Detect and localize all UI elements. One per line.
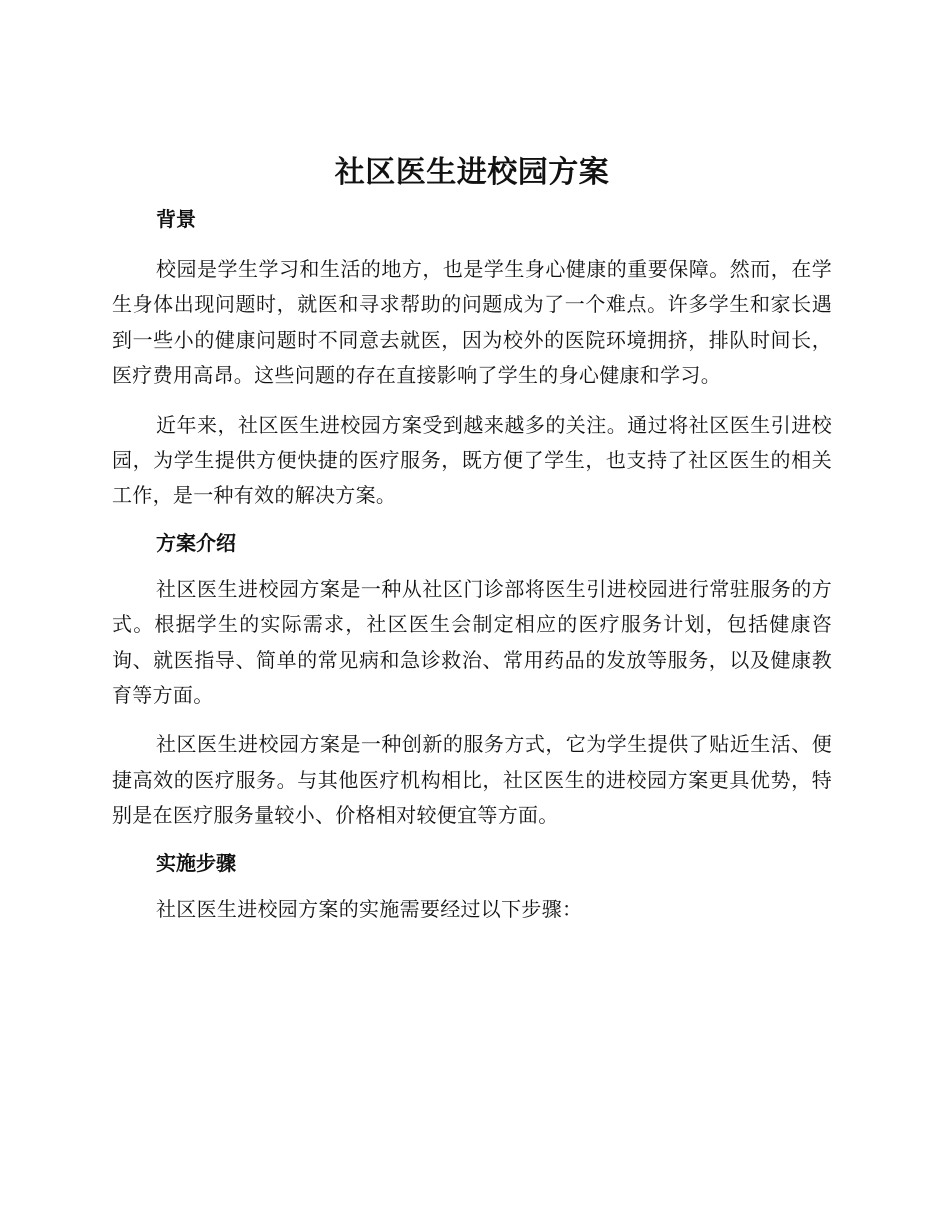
- paragraph-background-1: 校园是学生学习和生活的地方，也是学生身心健康的重要保障。然而，在学生身体出现问题时，就医和寻求帮助的问题成为了一个难点。许多学生和家长遇到一些小的健康问题时不同意去就医，因为校外的医院环境拥挤，排队时间长，医疗费用高昂。这些问题的存在直接影响了学生的身心健康和学习。: [112, 257, 832, 388]
- paragraph-background-2: 近年来，社区医生进校园方案受到越来越多的关注。通过将社区医生引进校园，为学生提供方便快捷的医疗服务，既方便了学生，也支持了社区医生的相关工作，是一种有效的解决方案。: [112, 412, 832, 508]
- paragraph-steps-1: 社区医生进校园方案的实施需要经过以下步骤：: [156, 896, 583, 921]
- document-title: 社区医生进校园方案: [334, 155, 610, 190]
- paragraph-plan-1: 社区医生进校园方案是一种从社区门诊部将医生引进校园进行常驻服务的方式。根据学生的实际需求，社区医生会制定相应的医疗服务计划，包括健康咨询、就医指导、简单的常见病和急诊救治、常用药品的发放等服务，以及健康教育等方面。: [112, 576, 832, 708]
- paragraph-plan-2: 社区医生进校园方案是一种创新的服务方式，它为学生提供了贴近生活、便捷高效的医疗服务。与其他医疗机构相比，社区医生的进校园方案更具优势，特别是在医疗服务量较小、价格相对较便宜等方面。: [112, 732, 832, 828]
- section-heading-plan-introduction: 方案介绍: [156, 530, 236, 555]
- document-body: [112, 150, 832, 927]
- section-heading-implementation-steps: 实施步骤: [156, 850, 236, 875]
- section-heading-background: 背景: [156, 207, 196, 231]
